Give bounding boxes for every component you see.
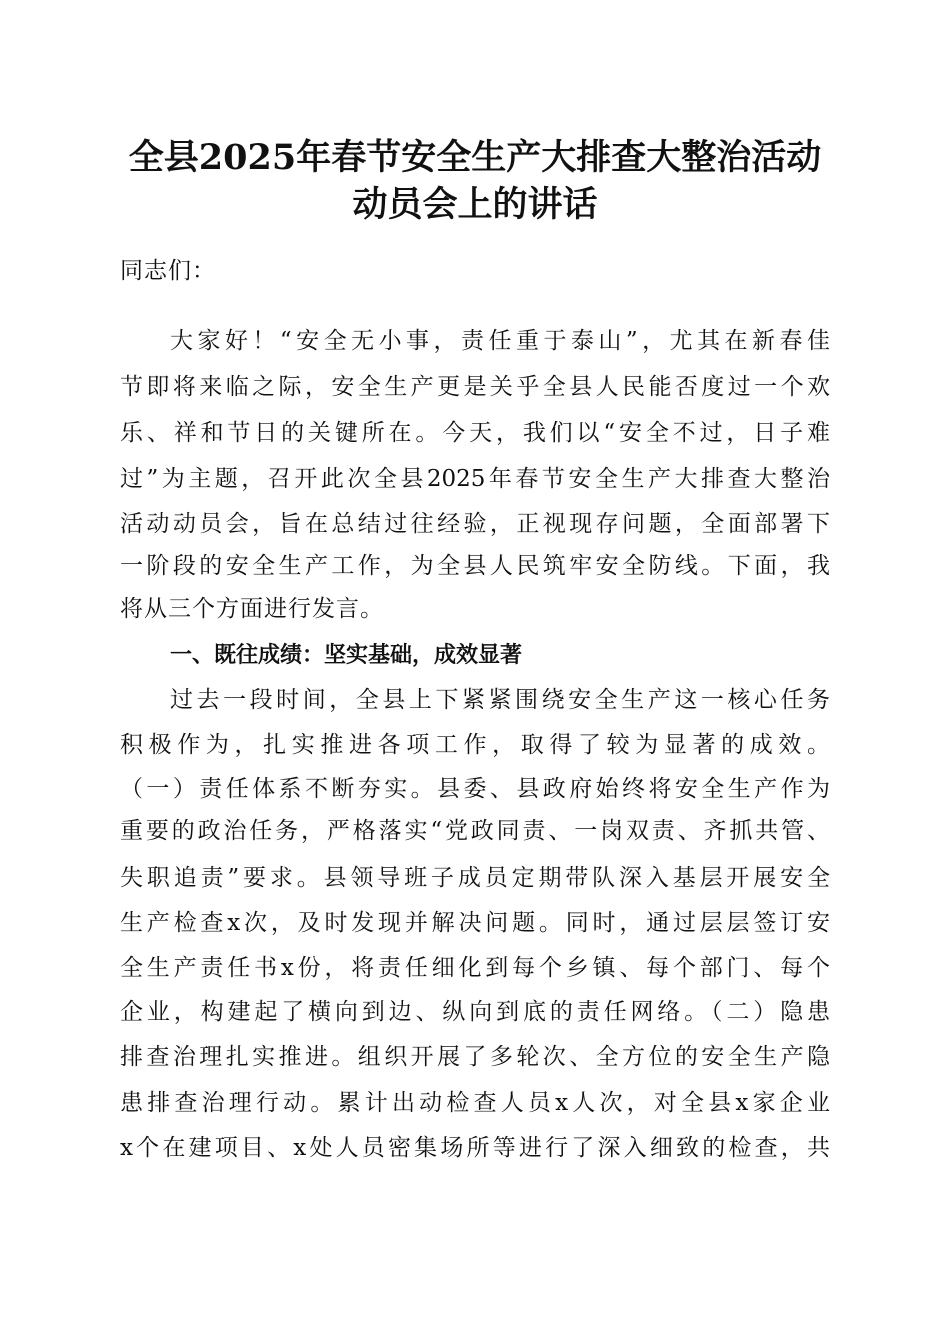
paragraph2-line: （一）责任体系不断夯实。县委、县政府始终将安全生产作为: [120, 776, 830, 802]
paragraph2-line: 排查治理扎实推进。组织开展了多轮次、全方位的安全生产隐: [120, 1044, 830, 1070]
paragraph2-line: 患排查治理行动。累计出动检查人员x人次，对全县x家企业: [120, 1090, 830, 1116]
paragraph1-line: 一阶段的安全生产工作，为全县人民筑牢安全防线。下面，我: [120, 553, 830, 579]
paragraph2-line: 积极作为，扎实推进各项工作，取得了较为显著的成效。: [120, 732, 830, 758]
paragraph1-line: 节即将来临之际，安全生产更是关乎全县人民能否度过一个欢: [120, 374, 830, 400]
paragraph2-line: 过去一段时间，全县上下紧紧围绕安全生产这一核心任务: [170, 687, 830, 713]
paragraph2-line: 生产检查x次，及时发现并解决问题。同时，通过层层签订安: [120, 910, 830, 936]
salutation: 同志们：: [120, 258, 216, 284]
paragraph2-line: x个在建项目、x处人员密集场所等进行了深入细致的检查，共: [120, 1135, 830, 1161]
paragraph2-line: 重要的政治任务，严格落实“党政同责、一岗双责、齐抓共管、: [120, 818, 830, 844]
paragraph1-line: 将从三个方面进行发言。: [120, 596, 384, 622]
paragraph2-line: 企业，构建起了横向到边、纵向到底的责任网络。（二）隐患: [120, 999, 830, 1025]
paragraph1-line: 活动动员会，旨在总结过往经验，正视现存问题，全面部署下: [120, 511, 830, 537]
paragraph1-line: 大家好！“安全无小事，责任重于泰山”，尤其在新春佳: [170, 328, 830, 354]
paragraph1-line: 乐、祥和节日的关键所在。今天，我们以“安全不过，日子难: [120, 420, 830, 446]
paragraph2-line: 全生产责任书x份，将责任细化到每个乡镇、每个部门、每个: [120, 955, 830, 981]
document-title-line1: 全县2025年春节安全生产大排查大整治活动: [128, 137, 822, 178]
paragraph1-line: 过”为主题，召开此次全县2025年春节安全生产大排查大整治: [120, 466, 830, 492]
paragraph2-line: 失职追责”要求。县领导班子成员定期带队深入基层开展安全: [120, 865, 830, 891]
section1-heading: 一、既往成绩：坚实基础，成效显著: [170, 643, 523, 668]
document-title-line2: 动员会上的讲话: [352, 184, 598, 225]
